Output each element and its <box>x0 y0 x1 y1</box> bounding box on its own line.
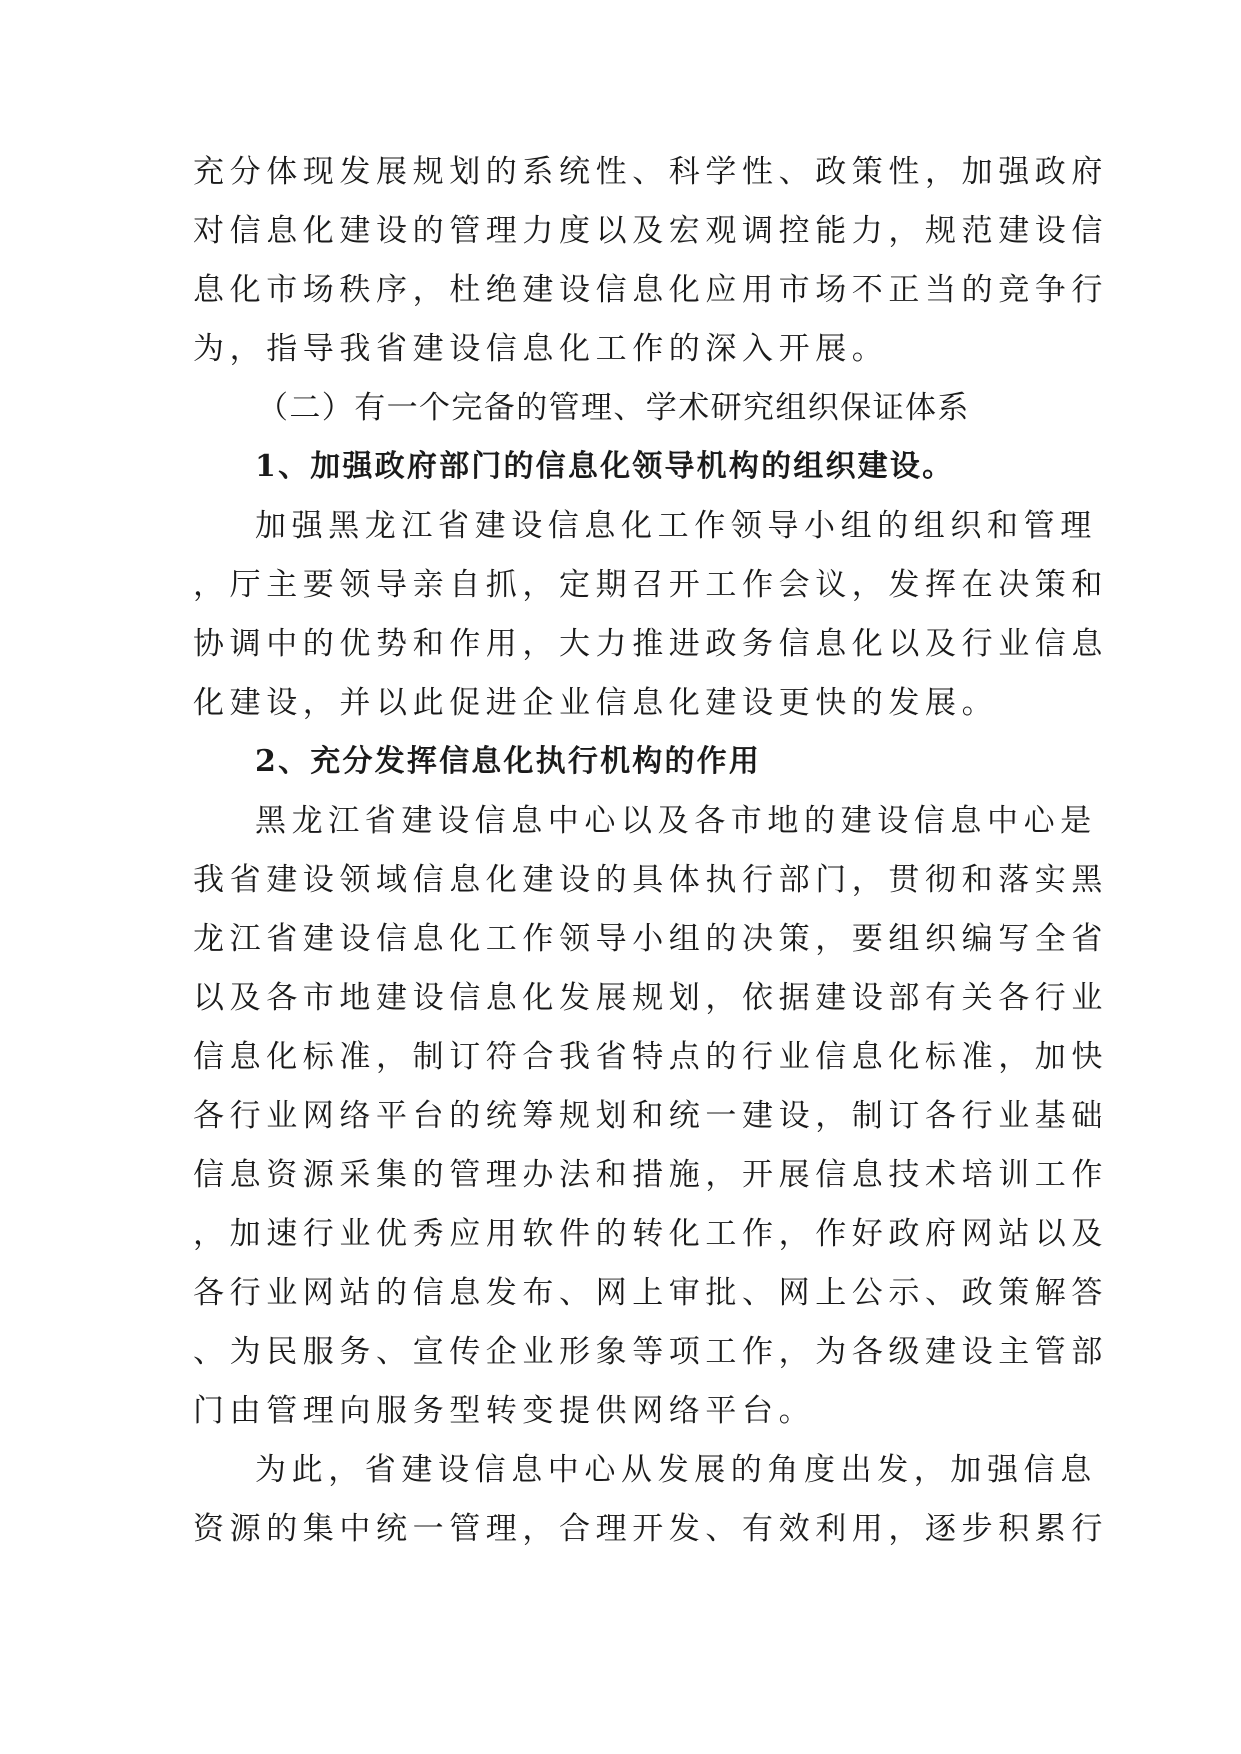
paragraph-1-line-1: 充分体现发展规划的系统性、科学性、政策性，加强政府 <box>193 154 1108 190</box>
paragraph-1-line-4: 为，指导我省建设信息化工作的深入开展。 <box>193 331 889 367</box>
paragraph-2-line-1: 加强黑龙江省建设信息化工作领导小组的组织和管理 <box>255 508 1097 544</box>
paragraph-3-line-3: 龙江省建设信息化工作领导小组的决策，要组织编写全省 <box>193 921 1108 957</box>
paragraph-2-line-2: ，厅主要领导亲自抓，定期召开工作会议，发挥在决策和 <box>193 567 1108 603</box>
paragraph-3-line-10: 、为民服务、宣传企业形象等项工作，为各级建设主管部 <box>193 1334 1108 1370</box>
paragraph-3-line-2: 我省建设领域信息化建设的具体执行部门，贯彻和落实黑 <box>193 862 1108 898</box>
paragraph-1-line-3: 息化市场秩序，杜绝建设信息化应用市场不正当的竞争行 <box>193 272 1108 308</box>
paragraph-3-line-11: 门由管理向服务型转变提供网络平台。 <box>193 1393 816 1429</box>
paragraph-1-line-2: 对信息化建设的管理力度以及宏观调控能力，规范建设信 <box>193 213 1108 249</box>
heading-1: 1、加强政府部门的信息化领导机构的组织建设。 <box>255 449 955 484</box>
paragraph-3-line-6: 各行业网络平台的统筹规划和统一建设，制订各行业基础 <box>193 1098 1108 1134</box>
paragraph-3-line-5: 信息化标准，制订符合我省特点的行业信息化标准，加快 <box>193 1039 1108 1075</box>
paragraph-2-line-4: 化建设，并以此促进企业信息化建设更快的发展。 <box>193 685 999 721</box>
paragraph-3-line-1: 黑龙江省建设信息中心以及各市地的建设信息中心是 <box>255 803 1097 839</box>
heading-2: 2、充分发挥信息化执行机构的作用 <box>255 744 762 779</box>
paragraph-3-line-7: 信息资源采集的管理办法和措施，开展信息技术培训工作 <box>193 1157 1108 1193</box>
paragraph-4-line-2: 资源的集中统一管理，合理开发、有效利用，逐步积累行 <box>193 1511 1108 1547</box>
section-subheading: （二）有一个完备的管理、学术研究组织保证体系 <box>257 390 970 426</box>
paragraph-3-line-8: ，加速行业优秀应用软件的转化工作，作好政府网站以及 <box>193 1216 1108 1252</box>
paragraph-3-line-9: 各行业网站的信息发布、网上审批、网上公示、政策解答 <box>193 1275 1108 1311</box>
paragraph-2-line-3: 协调中的优势和作用，大力推进政务信息化以及行业信息 <box>193 626 1108 662</box>
paragraph-4-line-1: 为此，省建设信息中心从发展的角度出发，加强信息 <box>255 1452 1097 1488</box>
paragraph-3-line-4: 以及各市地建设信息化发展规划，依据建设部有关各行业 <box>193 980 1108 1016</box>
